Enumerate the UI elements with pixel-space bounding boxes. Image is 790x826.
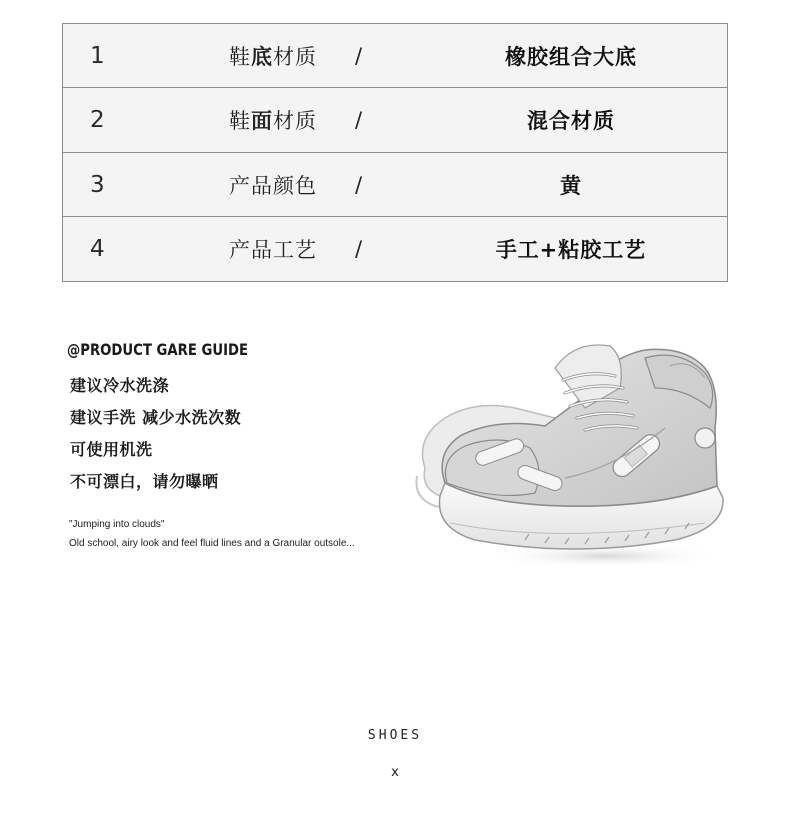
list-item: 建议手洗 减少水洗次数 <box>70 408 242 427</box>
row-separator: / <box>355 108 363 132</box>
row-separator: / <box>355 43 363 68</box>
row-number: 1 <box>90 42 105 69</box>
care-guide-title: @PRODUCT GARE GUIDE <box>67 340 249 359</box>
row-separator: / <box>355 172 363 197</box>
spec-row-craft <box>63 217 727 282</box>
row-value: 手工+粘胶工艺 <box>495 238 647 262</box>
care-guide-list <box>70 374 241 502</box>
row-number: 3 <box>90 171 105 198</box>
spec-row-color <box>63 153 727 217</box>
row-label: 产品颜色 <box>229 173 317 198</box>
footer-brand: SHOES <box>367 728 423 743</box>
list-item: 可使用机洗 <box>70 440 153 459</box>
row-number: 2 <box>90 107 105 133</box>
row-label: 鞋面材质 <box>229 109 317 133</box>
row-separator: / <box>355 237 363 261</box>
list-item: 建议冷水洗涤 <box>70 376 170 395</box>
row-value: 混合材质 <box>527 109 615 133</box>
footer-mark: x <box>391 765 399 780</box>
list-item: 不可漂白，请勿曝晒 <box>70 472 219 491</box>
tagline-quote: "Jumping into clouds" <box>69 519 165 530</box>
spec-row-sole <box>63 24 727 88</box>
row-label: 鞋底材质 <box>229 44 317 69</box>
spec-table <box>62 23 728 282</box>
spec-row-upper <box>63 88 727 153</box>
shoe-illustration <box>405 318 750 570</box>
row-value: 黄 <box>560 173 582 198</box>
tagline-description: Old school, airy look and feel fluid lines and a Granular outsole... <box>69 538 355 549</box>
row-label: 产品工艺 <box>229 238 317 262</box>
row-number: 4 <box>90 236 105 262</box>
row-value: 橡胶组合大底 <box>505 44 637 69</box>
